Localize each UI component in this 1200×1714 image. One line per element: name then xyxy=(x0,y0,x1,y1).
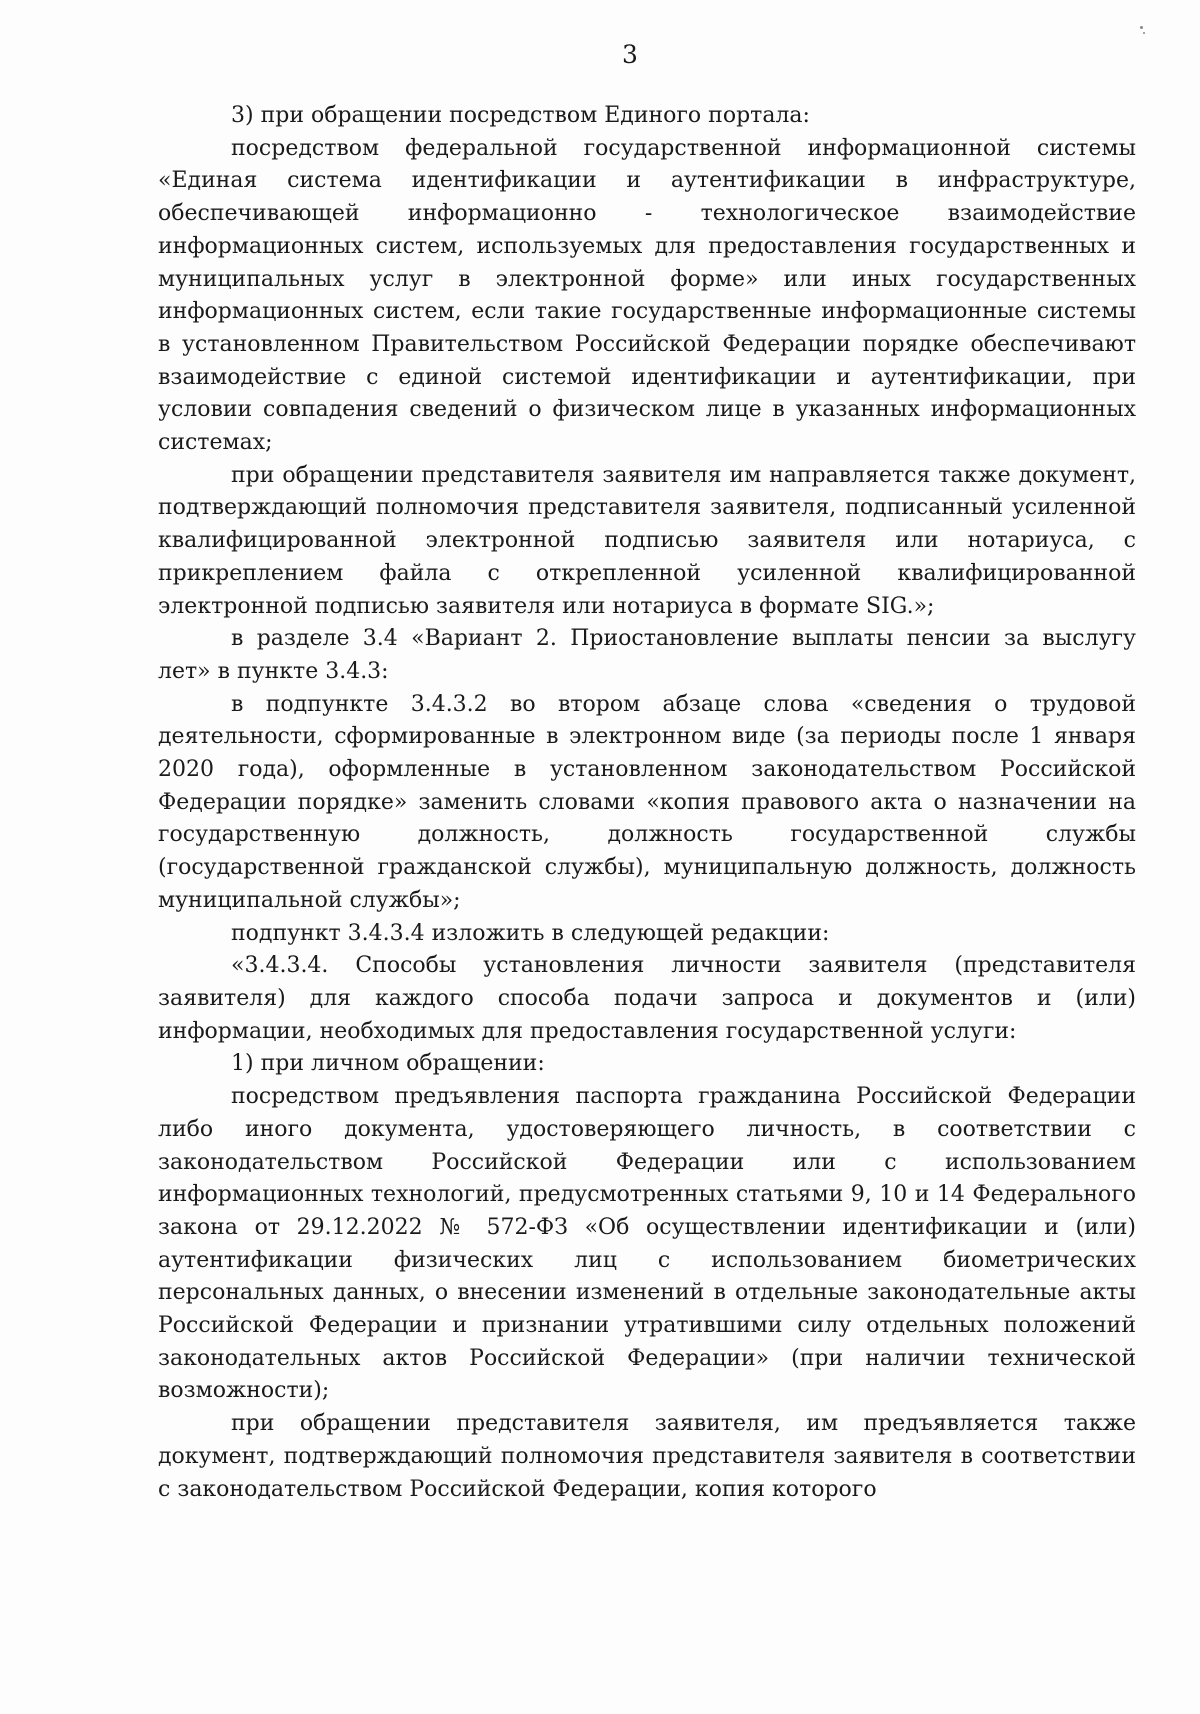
paragraph: подпункт 3.4.3.4 изложить в следующей редакции: xyxy=(231,920,830,946)
scan-speck xyxy=(1140,26,1143,29)
paragraph: «3.4.3.4. Способы установления личности заявителя (представителя заявителя) для каждого способа подачи запроса и документов и (или) информации, необходимых для предоставления государственной услуги: xyxy=(158,953,1136,1044)
page-number: 3 xyxy=(622,40,638,69)
paragraph: посредством предъявления паспорта гражданина Российской Федерации либо иного документа, удостоверяющего личность, в соответствии с законодательством Российской Федерации или с использованием информационных технологий, предусмотренных статьями 9, 10 и 14 Федерального закона от 29.12.2022 № 572-ФЗ «Об осуществлении идентификации и (или) аутентификации физических лиц с использованием биометрических персональных данных, о внесении изменений в отдельные законодательные акты Российской Федерации и признании утратившими силу отдельных положений законодательных актов Российской Федерации» (при наличии технической возможности); xyxy=(158,1084,1136,1404)
paragraph: в подпункте 3.4.3.2 во втором абзаце слова «сведения о трудовой деятельности, сформированные в электронном виде (за периоды после 1 января 2020 года), оформленные в установленном законодательством Российской Федерации порядке» заменить словами «копия правового акта о назначении на государственную должность, должность государственной службы (государственной гражданской службы), муниципальную должность, должность муниципальной службы»; xyxy=(158,691,1136,913)
paragraph: при обращении представителя заявителя им направляется также документ, подтверждающий полномочия представителя заявителя, подписанный усиленной квалифицированной электронной подписью заявителя или нотариуса, с прикреплением файла с открепленной усиленной квалифицированной электронной подписью заявителя или нотариуса в формате SIG.»; xyxy=(158,462,1136,619)
scan-speck xyxy=(1143,32,1145,34)
paragraph: в разделе 3.4 «Вариант 2. Приостановление выплаты пенсии за выслугу лет» в пункте 3.4.3: xyxy=(158,626,1136,684)
paragraph: 3) при обращении посредством Единого портала: xyxy=(231,103,810,128)
paragraph: посредством федеральной государственной информационной системы «Единая система идентификации и аутентификации в инфраструктуре, обеспечивающей информационно - технологическое взаимодействие информационных систем, используемых для предоставления государственных и муниципальных услуг в электронной форме» или иных государственных информационных систем, если такие государственные информационные системы в установленном Правительством Российской Федерации порядке обеспечивают взаимодействие с единой системой идентификации и аутентификации, при условии совпадения сведений о физическом лице в указанных информационных системах; xyxy=(158,135,1136,456)
document-body xyxy=(158,100,1136,1506)
paragraph: при обращении представителя заявителя, им предъявляется также документ, подтверждающий полномочия представителя заявителя в соответствии с законодательством Российской Федерации, копия которого xyxy=(158,1411,1136,1502)
paragraph: 1) при личном обращении: xyxy=(231,1051,545,1077)
